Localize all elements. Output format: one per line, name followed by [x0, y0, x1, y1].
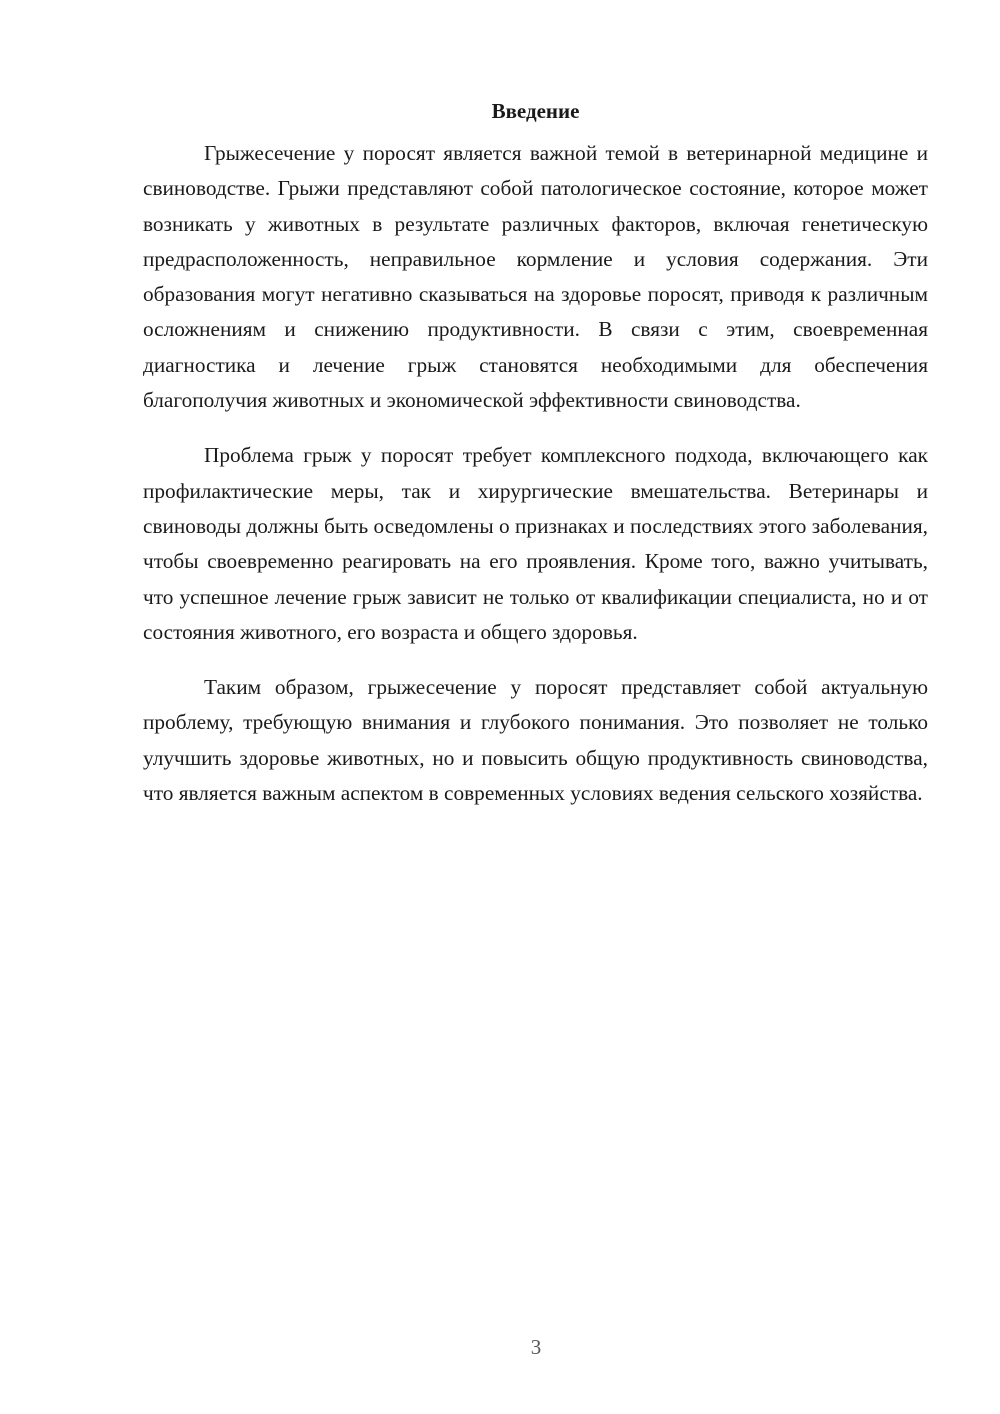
paragraph-1: Грыжесечение у поросят является важной темой в ветеринарной медицине и свиноводстве. Грыжи представляют собой патологическое состояние, которое может возникать у животных в результате различных факторов, включая генетическую предрасположенность, неправильное кормление и условия содержания. Эти образования могут негативно сказываться на здоровье поросят, приводя к различным осложнениям и снижению продуктивности. В связи с этим, своевременная диагностика и лечение грыж становятся необходимыми для обеспечения благополучия животных и экономической эффективности свиноводства.: [143, 141, 928, 413]
page-number: 3: [530, 1335, 542, 1359]
paragraph-2: Проблема грыж у поросят требует комплексного подхода, включающего как профилактические меры, так и хирургические вмешательства. Ветеринары и свиноводы должны быть осведомлены о признаках и последствиях этого заболевания, чтобы своевременно реагировать на его проявления. Кроме того, важно учитывать, что успешное лечение грыж зависит не только от квалификации специалиста, но и от состояния животного, его возраста и общего здоровья.: [143, 443, 928, 644]
section-heading: Введение: [491, 99, 580, 123]
page-content: [143, 96, 928, 831]
paragraph-3: Таким образом, грыжесечение у поросят представляет собой актуальную проблему, требующую внимания и глубокого понимания. Это позволяет не только улучшить здоровье животных, но и повысить общую продуктивность свиноводства, что является важным аспектом в современных условиях ведения сельского хозяйства.: [143, 675, 928, 806]
